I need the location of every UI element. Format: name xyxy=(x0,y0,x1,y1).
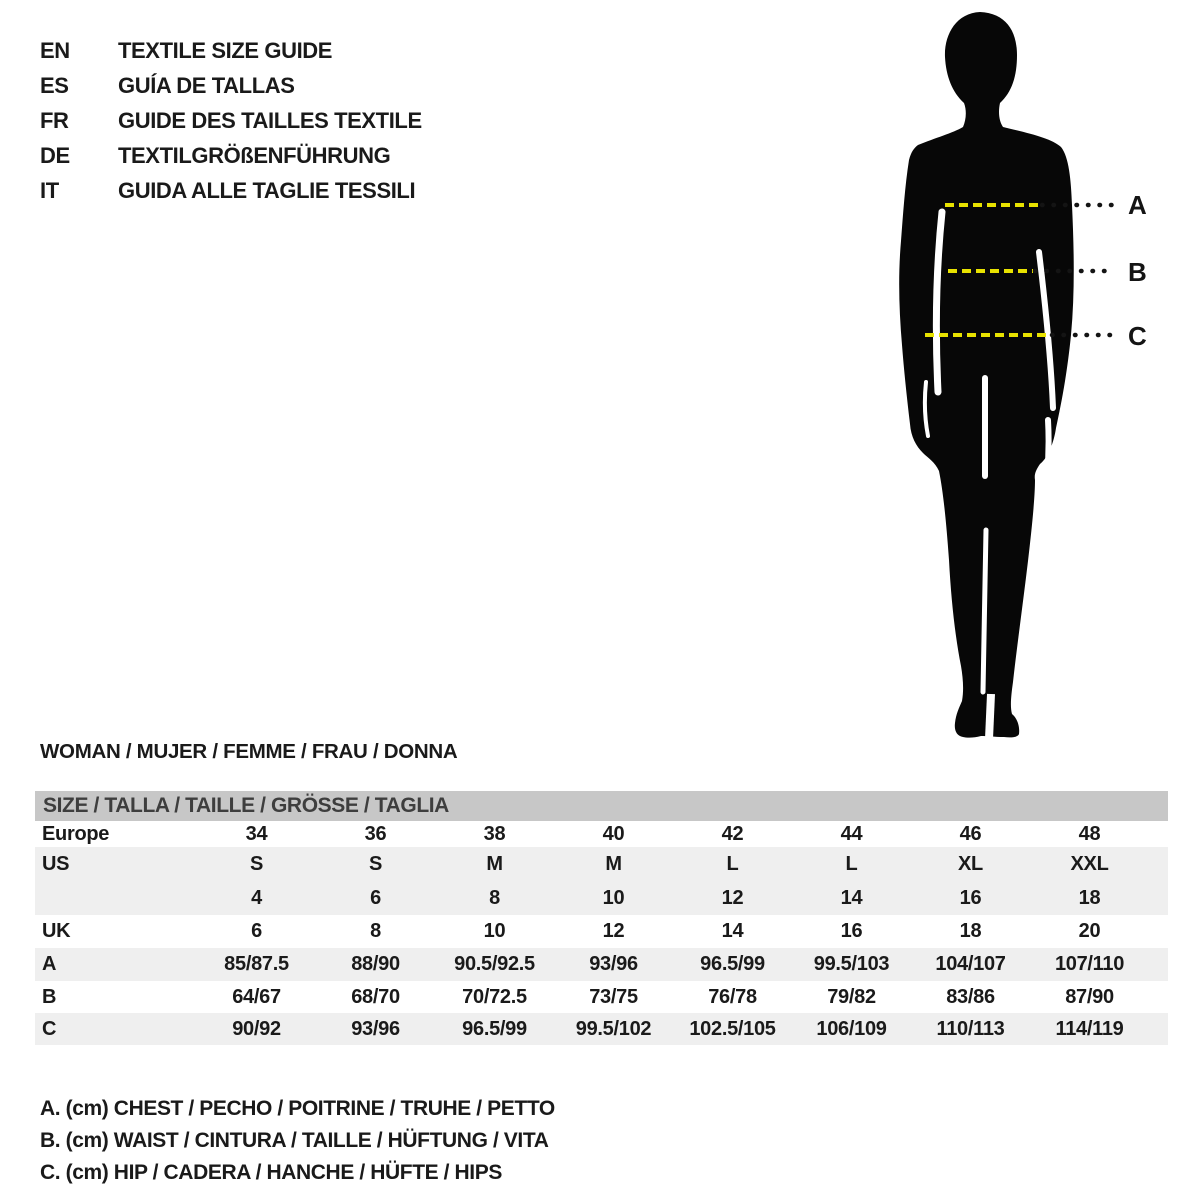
table-cell: 40 xyxy=(602,822,625,845)
row-label: A xyxy=(42,953,57,975)
chest-label: A xyxy=(1128,190,1147,220)
language-code: IT xyxy=(40,177,59,203)
table-cell: L xyxy=(845,852,858,875)
table-cell: 68/70 xyxy=(351,985,400,1008)
section-title: WOMAN / MUJER / FEMME / FRAU / DONNA xyxy=(40,740,458,763)
table-row-us xyxy=(35,847,1168,881)
table-cell: 8 xyxy=(489,886,500,909)
waist-label: B xyxy=(1128,257,1147,287)
row-label: UK xyxy=(42,920,71,942)
table-row-us-numeric xyxy=(35,881,1168,915)
table-cell: 18 xyxy=(1078,886,1101,909)
table-cell: 102.5/105 xyxy=(689,1017,776,1040)
table-cell: 4 xyxy=(251,886,262,909)
legend-line-waist: B. (cm) WAIST / CINTURA / TAILLE / HÜFTUNG / VITA xyxy=(40,1129,549,1152)
size-table-header: SIZE / TALLA / TAILLE / GRÖSSE / TAGLIA xyxy=(35,791,1168,821)
hip-label: C xyxy=(1128,321,1147,351)
table-cell: 14 xyxy=(721,920,744,942)
language-label: TEXTILGRÖßENFÜHRUNG xyxy=(118,142,391,168)
language-row-it xyxy=(40,173,422,208)
table-cell: 90.5/92.5 xyxy=(454,953,535,975)
table-row-uk xyxy=(35,915,1168,948)
table-cell: XXL xyxy=(1070,852,1109,875)
table-cell: 96.5/99 xyxy=(462,1017,527,1040)
language-row-fr xyxy=(40,103,422,138)
table-cell: 70/72.5 xyxy=(462,985,527,1008)
table-cell: 107/110 xyxy=(1054,953,1125,975)
table-cell: 44 xyxy=(840,822,863,845)
language-label: GUÍA DE TALLAS xyxy=(118,72,295,98)
row-label: US xyxy=(42,852,70,875)
row-label: C xyxy=(42,1017,57,1040)
table-cell: 38 xyxy=(483,822,506,845)
table-cell: 10 xyxy=(602,886,625,909)
table-cell: 6 xyxy=(251,920,262,942)
measurement-legend xyxy=(40,1093,555,1189)
table-row-chest xyxy=(35,948,1168,981)
table-cell: 83/86 xyxy=(946,985,995,1008)
table-cell: M xyxy=(486,852,503,875)
table-cell: 73/75 xyxy=(589,985,638,1008)
feet-gap xyxy=(989,694,991,739)
table-cell: 114/119 xyxy=(1055,1017,1124,1040)
language-label: TEXTILE SIZE GUIDE xyxy=(118,37,333,63)
table-cell: 16 xyxy=(959,886,982,909)
table-cell: 46 xyxy=(959,822,982,845)
table-cell: 42 xyxy=(721,822,744,845)
table-cell: 64/67 xyxy=(232,985,281,1008)
language-code: DE xyxy=(40,142,70,168)
language-list xyxy=(40,33,422,208)
language-code: EN xyxy=(40,37,70,63)
table-cell: 93/96 xyxy=(351,1017,400,1040)
table-cell: S xyxy=(249,852,264,875)
lower-leg-gap xyxy=(983,530,986,692)
table-cell: 85/87.5 xyxy=(224,953,289,975)
table-cell: 76/78 xyxy=(708,985,757,1008)
table-cell: 16 xyxy=(840,920,863,942)
table-cell: 48 xyxy=(1078,822,1101,845)
table-row-waist xyxy=(35,981,1168,1013)
table-cell: S xyxy=(368,852,383,875)
table-row-hip xyxy=(35,1013,1168,1045)
table-cell: XL xyxy=(958,852,983,875)
language-label: GUIDA ALLE TAGLIE TESSILI xyxy=(118,177,416,203)
table-row-europe xyxy=(35,821,1168,847)
woman-measurement-figure xyxy=(890,0,1200,740)
size-table xyxy=(35,791,1168,1045)
table-cell: 88/90 xyxy=(351,953,400,975)
table-cell: 90/92 xyxy=(232,1017,281,1040)
table-cell: 34 xyxy=(245,822,268,845)
table-cell: 10 xyxy=(483,920,506,942)
table-cell: 106/109 xyxy=(816,1017,887,1040)
table-cell: 87/90 xyxy=(1065,985,1114,1008)
table-cell: 12 xyxy=(721,886,744,909)
language-row-es xyxy=(40,68,422,103)
language-code: FR xyxy=(40,107,69,133)
table-cell: 93/96 xyxy=(589,953,638,975)
table-cell: 96.5/99 xyxy=(700,953,765,975)
table-cell: M xyxy=(605,852,622,875)
table-cell: 12 xyxy=(602,920,625,942)
table-cell: L xyxy=(726,852,739,875)
table-cell: 79/82 xyxy=(827,985,876,1008)
table-cell: 99.5/102 xyxy=(575,1017,652,1040)
table-cell: 110/113 xyxy=(936,1017,1005,1040)
table-cell: 6 xyxy=(370,886,381,909)
table-cell: 104/107 xyxy=(935,953,1006,975)
language-row-de xyxy=(40,138,422,173)
table-cell: 99.5/103 xyxy=(813,953,890,975)
table-cell: 36 xyxy=(364,822,387,845)
language-row-en xyxy=(40,33,422,68)
language-label: GUIDE DES TAILLES TEXTILE xyxy=(118,107,422,133)
table-cell: 18 xyxy=(959,920,982,942)
table-cell: 14 xyxy=(840,886,863,909)
legend-line-chest: A. (cm) CHEST / PECHO / POITRINE / TRUHE / PETTO xyxy=(40,1097,555,1120)
table-cell: 8 xyxy=(370,920,381,942)
language-code: ES xyxy=(40,72,69,98)
table-cell: 20 xyxy=(1078,920,1101,942)
row-label: B xyxy=(42,985,57,1008)
woman-figure-svg xyxy=(890,0,1200,740)
legend-line-hip: C. (cm) HIP / CADERA / HANCHE / HÜFTE / HIPS xyxy=(40,1161,502,1184)
row-label: Europe xyxy=(42,822,110,845)
